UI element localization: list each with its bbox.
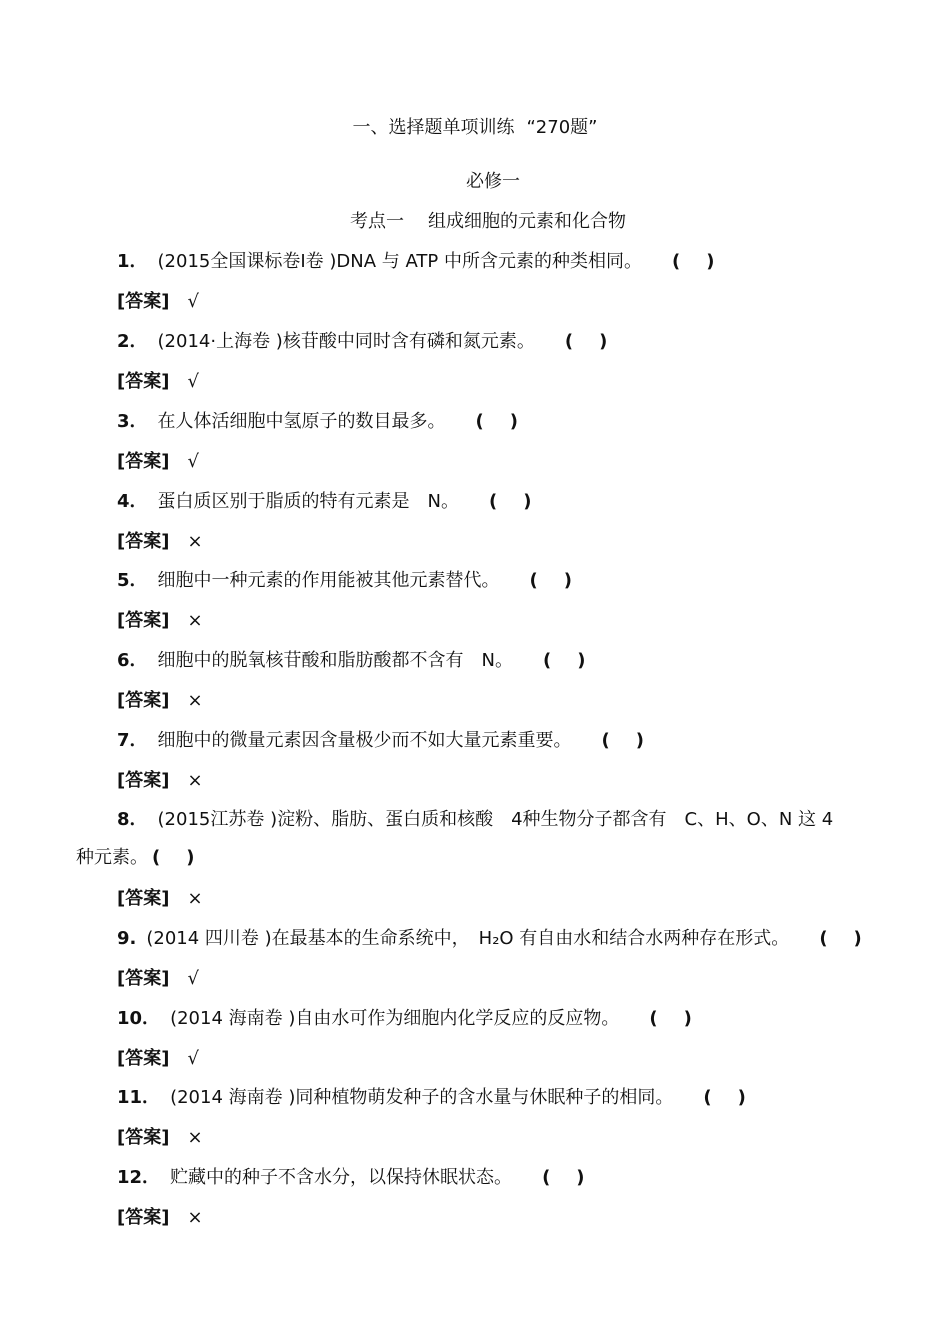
answer-mark: √ — [187, 371, 199, 392]
answer-blank[interactable] — [489, 491, 531, 512]
answer-mark: × — [187, 770, 203, 791]
paren-close: ) — [563, 570, 572, 591]
answer-mark: × — [187, 531, 203, 552]
answer-mark: × — [187, 610, 203, 631]
paren-open: ( — [475, 411, 484, 432]
question-item — [117, 808, 833, 832]
paren-close: ) — [853, 928, 862, 949]
answer-label: [答案] — [117, 888, 170, 909]
page-title — [0, 116, 950, 140]
question-item — [117, 1086, 746, 1110]
answer-row — [117, 769, 203, 793]
title-quote: “270题” — [526, 117, 598, 138]
answer-blank[interactable] — [703, 1087, 745, 1108]
answer-row — [117, 370, 199, 394]
question-item — [117, 649, 585, 673]
question-number: 3． — [117, 411, 148, 432]
question-number: 7． — [117, 730, 148, 751]
paren-open: ( — [543, 650, 552, 671]
answer-mark: × — [187, 690, 203, 711]
paren-open: ( — [703, 1087, 712, 1108]
question-text: (2014 海南卷 )同种植物萌发种子的含水量与休眠种子的相同。 — [170, 1087, 674, 1108]
answer-mark: √ — [187, 451, 199, 472]
question-item — [117, 330, 607, 354]
answer-blank[interactable] — [542, 1167, 584, 1188]
question-item — [117, 410, 518, 434]
answer-blank[interactable] — [152, 847, 194, 868]
question-text: 细胞中的脱氧核苷酸和脂肪酸都不含有 N。 — [157, 650, 513, 671]
question-text-cont: 种元素。 — [76, 847, 148, 868]
question-number: 6． — [117, 650, 148, 671]
question-item — [117, 569, 572, 593]
answer-label: [答案] — [117, 291, 170, 312]
paren-close: ) — [737, 1087, 746, 1108]
question-number: 11． — [117, 1087, 161, 1108]
question-text: (2015全国课标卷Ⅰ卷 )DNA 与 ATP 中所含元素的种类相同。 — [157, 251, 642, 272]
answer-mark: √ — [187, 1048, 199, 1069]
question-text: (2015江苏卷 )淀粉、脂肪、蛋白质和核酸 4种生物分子都含有 C、H、O、N 这 4 — [157, 809, 834, 830]
question-text: 细胞中一种元素的作用能被其他元素替代。 — [157, 570, 500, 591]
answer-row — [117, 1126, 203, 1150]
question-item — [117, 250, 714, 274]
answer-row — [117, 609, 203, 633]
section-heading — [0, 210, 950, 234]
paren-open: ( — [649, 1008, 658, 1029]
answer-blank[interactable] — [543, 650, 585, 671]
paren-open: ( — [529, 570, 538, 591]
answer-mark: × — [187, 1127, 203, 1148]
question-number: 10． — [117, 1008, 161, 1029]
paren-open: ( — [671, 251, 681, 272]
question-text: 蛋白质区别于脂质的特有元素是 N。 — [157, 491, 459, 512]
question-item — [117, 1166, 585, 1190]
question-item — [117, 927, 862, 951]
paren-close: ) — [186, 847, 195, 868]
answer-row — [117, 1047, 199, 1071]
answer-label: [答案] — [117, 531, 170, 552]
answer-blank[interactable] — [649, 1008, 691, 1029]
paren-close: ) — [706, 251, 715, 272]
answer-label: [答案] — [117, 451, 170, 472]
question-item — [117, 729, 644, 753]
subtitle: 必修一 — [466, 171, 520, 192]
section-title: 组成细胞的元素和化合物 — [428, 211, 626, 232]
answer-label: [答案] — [117, 770, 170, 791]
answer-mark: √ — [187, 968, 199, 989]
answer-mark: × — [187, 1207, 203, 1228]
question-number: 1． — [117, 251, 148, 272]
answer-label: [答案] — [117, 1048, 170, 1069]
answer-row — [117, 450, 199, 474]
question-text-continued — [76, 846, 194, 870]
answer-label: [答案] — [117, 1207, 170, 1228]
question-number: 5． — [117, 570, 148, 591]
answer-row — [117, 967, 199, 991]
answer-label: [答案] — [117, 690, 170, 711]
answer-row — [117, 689, 203, 713]
question-text: 细胞中的微量元素因含量极少而不如大量元素重要。 — [157, 730, 572, 751]
question-text: (2014 海南卷 )自由水可作为细胞内化学反应的反应物。 — [170, 1008, 620, 1029]
answer-mark: × — [187, 888, 203, 909]
answer-label: [答案] — [117, 610, 170, 631]
answer-blank[interactable] — [602, 730, 644, 751]
answer-blank[interactable] — [672, 251, 714, 272]
paren-close: ) — [683, 1008, 692, 1029]
question-item — [117, 490, 531, 514]
question-text: (2014·上海卷 )核苷酸中同时含有磷和氮元素。 — [157, 331, 535, 352]
title-main: 一、选择题单项训练 — [352, 117, 515, 138]
answer-row — [117, 290, 199, 314]
paren-close: ) — [577, 650, 586, 671]
answer-row — [117, 530, 203, 554]
answer-label: [答案] — [117, 1127, 170, 1148]
answer-blank[interactable] — [819, 928, 861, 949]
answer-blank[interactable] — [565, 331, 607, 352]
paren-open: ( — [819, 928, 828, 949]
answer-label: [答案] — [117, 968, 170, 989]
question-item — [117, 1007, 692, 1031]
paren-open: ( — [489, 491, 498, 512]
paren-open: ( — [564, 331, 574, 352]
section-label: 考点一 — [350, 211, 404, 232]
question-number: 4． — [117, 491, 148, 512]
answer-label: [答案] — [117, 371, 170, 392]
question-text: (2014 四川卷 )在最基本的生命系统中， H₂O 有自由水和结合水两种存在形式。 — [146, 928, 790, 949]
paren-open: ( — [601, 730, 610, 751]
answer-row — [117, 887, 203, 911]
question-number: 9. — [117, 928, 137, 949]
paren-open: ( — [542, 1167, 551, 1188]
answer-blank[interactable] — [530, 570, 572, 591]
answer-row — [117, 1206, 203, 1230]
paren-close: ) — [509, 411, 518, 432]
question-text: 贮藏中的种子不含水分，以保持休眠状态。 — [170, 1167, 513, 1188]
question-text: 在人体活细胞中氢原子的数目最多。 — [157, 411, 446, 432]
question-number: 2． — [117, 331, 148, 352]
paren-close: ) — [635, 730, 644, 751]
paren-close: ) — [523, 491, 532, 512]
question-number: 12． — [117, 1167, 161, 1188]
question-number: 8． — [117, 809, 148, 830]
paren-open: ( — [152, 847, 161, 868]
paren-close: ) — [576, 1167, 585, 1188]
answer-mark: √ — [187, 291, 199, 312]
paren-close: ) — [599, 331, 608, 352]
answer-blank[interactable] — [476, 411, 518, 432]
